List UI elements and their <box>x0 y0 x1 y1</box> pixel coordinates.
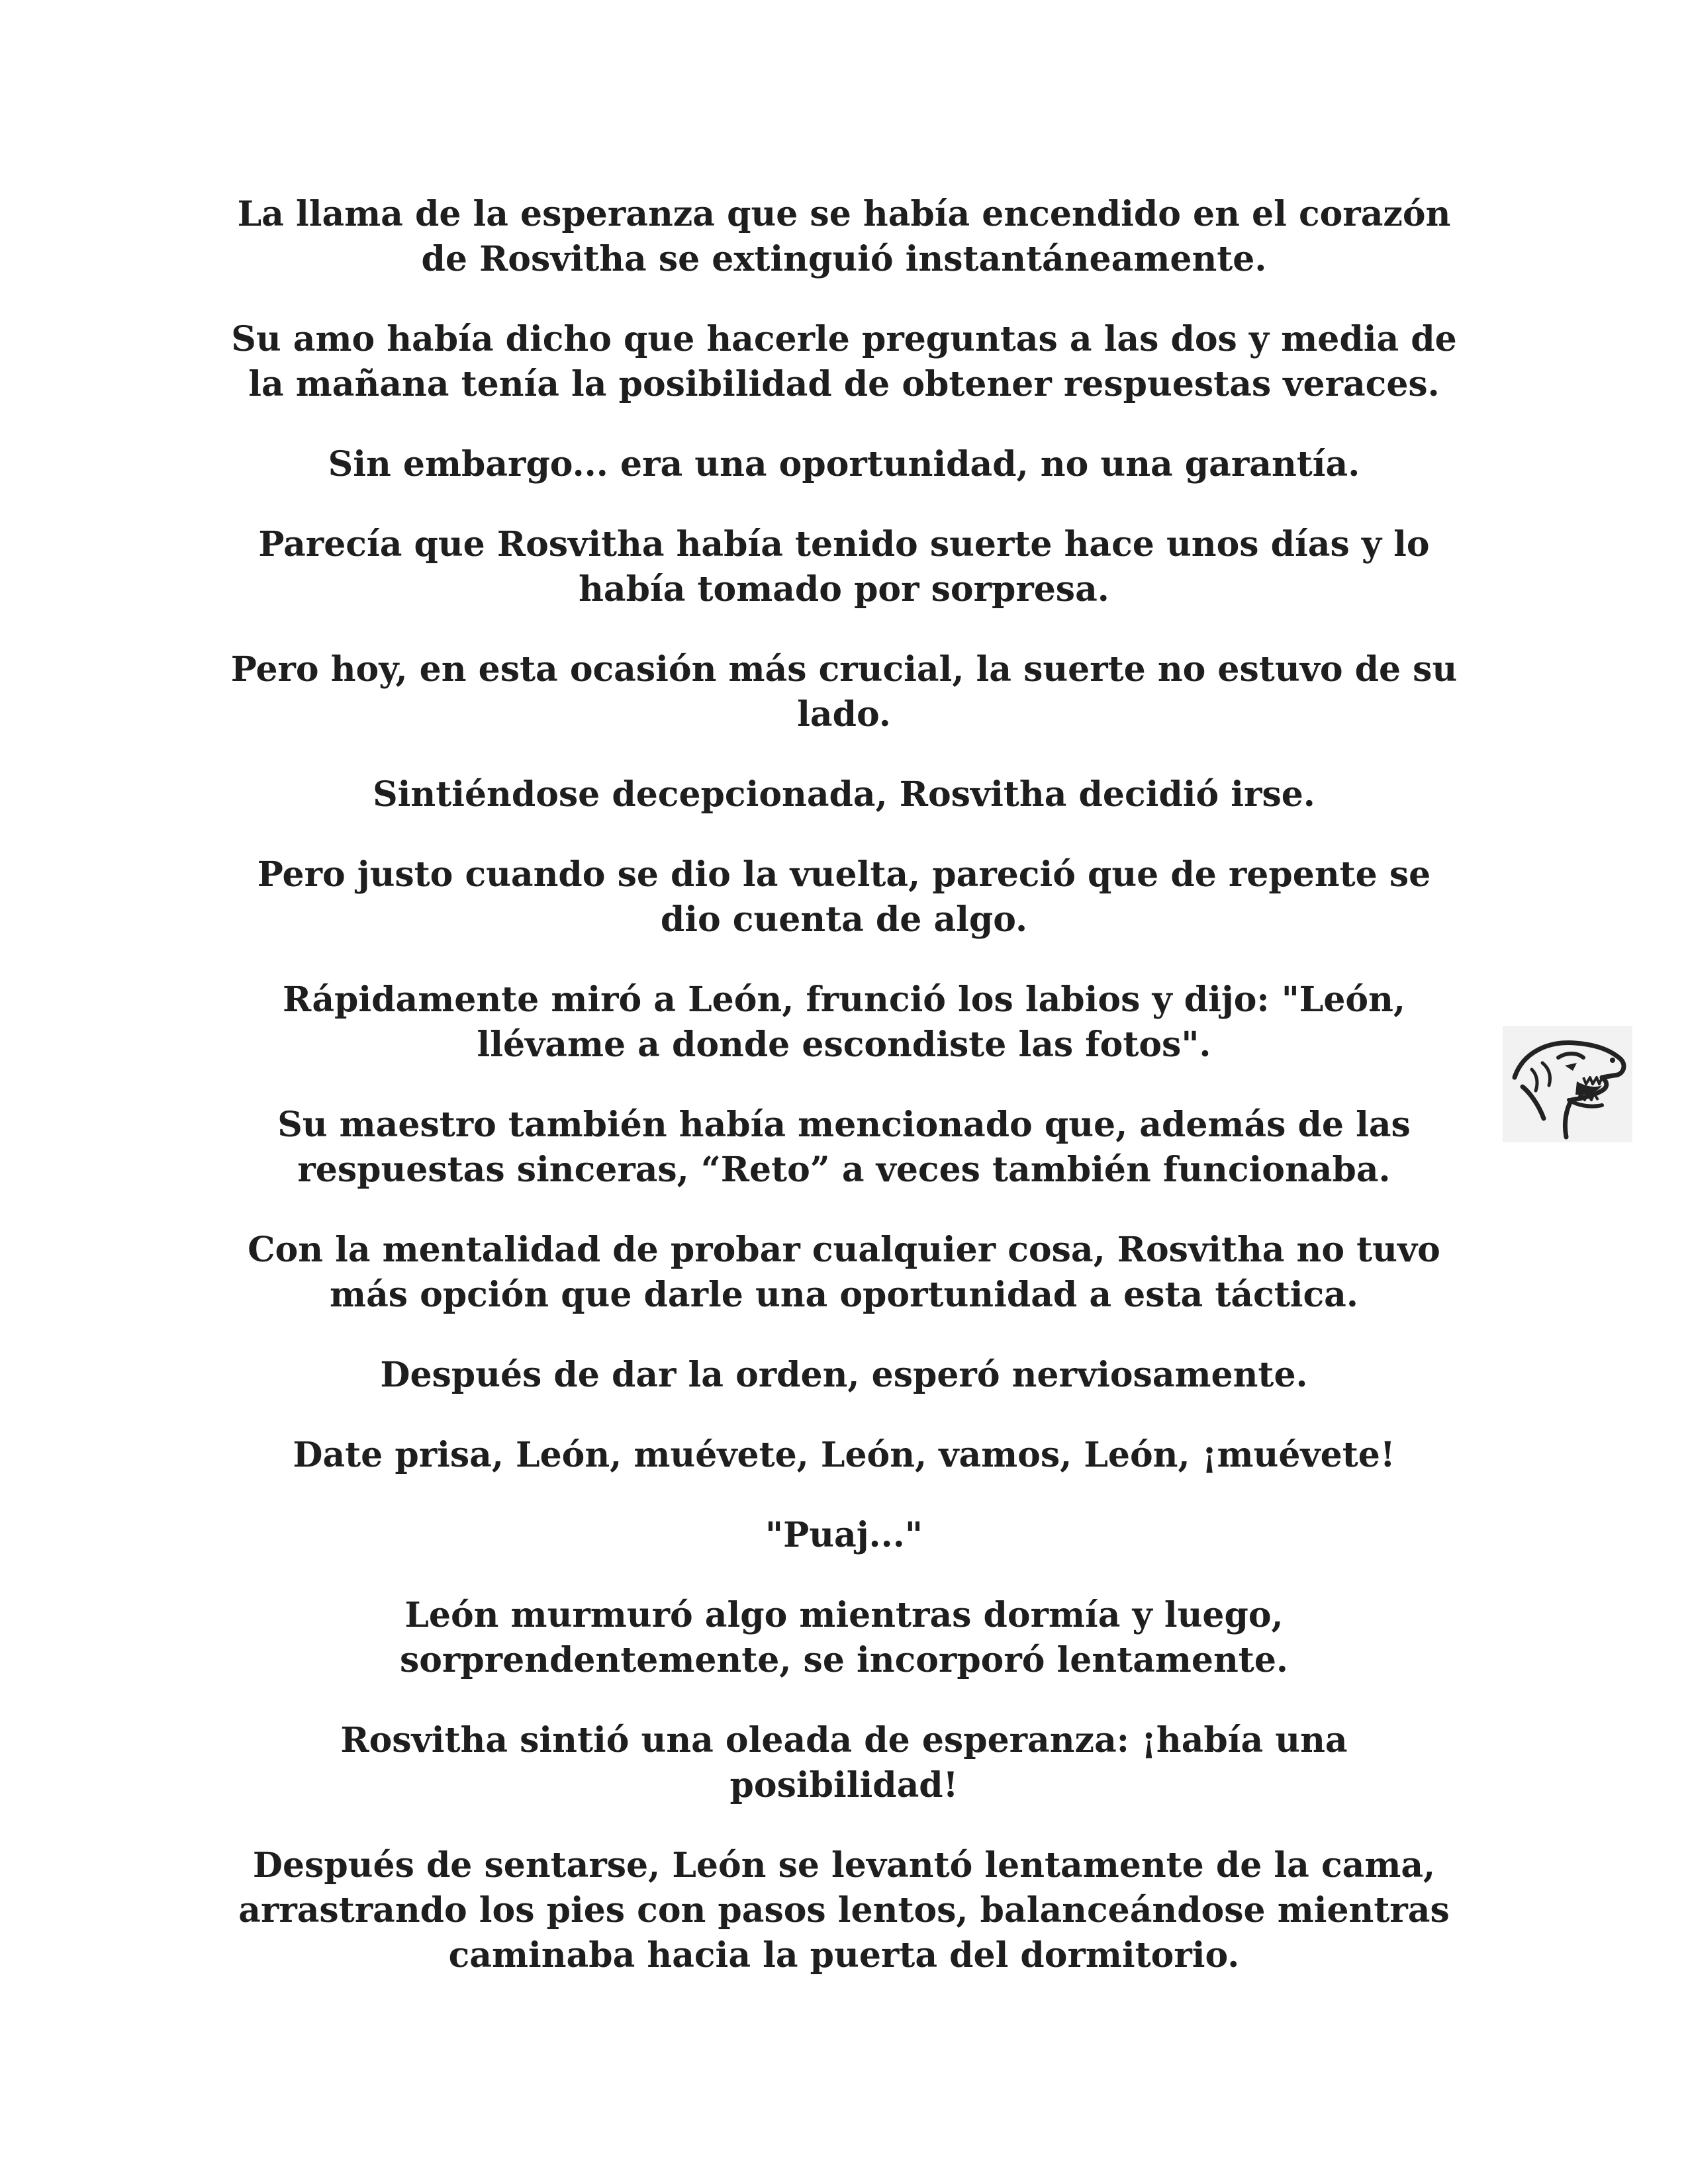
paragraph: "Puaj..." <box>765 1515 923 1555</box>
paragraph: Después de sentarse, León se levantó lentamente de la cama, arrastrando los pies con pasos lentos, balanceándose mientras caminaba hacia la puerta del dormitorio. <box>238 1845 1450 1976</box>
paragraph: Con la mentalidad de probar cualquier cosa, Rosvitha no tuvo más opción que darle una oportunidad a esta táctica. <box>248 1230 1440 1315</box>
paragraph: Sintiéndose decepcionada, Rosvitha decidió irse. <box>373 774 1315 815</box>
paragraph: León murmuró algo mientras dormía y luego, sorprendentemente, se incorporó lentamente. <box>399 1595 1289 1680</box>
paragraph: La llama de la esperanza que se había encendido en el corazón de Rosvitha se extinguió instantáneamente. <box>237 194 1451 279</box>
paragraph: Rosvitha sintió una oleada de esperanza: ¡había una posibilidad! <box>340 1720 1348 1805</box>
story-text <box>225 192 1463 2013</box>
dinosaur-head-icon <box>1503 1026 1632 1142</box>
paragraph: Su maestro también había mencionado que, además de las respuestas sinceras, “Reto” a veces también funcionaba. <box>277 1105 1411 1190</box>
paragraph: Pero justo cuando se dio la vuelta, pareció que de repente se dio cuenta de algo. <box>257 854 1431 940</box>
paragraph: Después de dar la orden, esperó nerviosamente. <box>380 1355 1308 1395</box>
paragraph: Rápidamente miró a León, frunció los labios y dijo: "León, llévame a donde escondiste las fotos". <box>282 979 1406 1065</box>
paragraph: Parecía que Rosvitha había tenido suerte hace unos días y lo había tomado por sorpresa. <box>258 524 1430 610</box>
paragraph: Sin embargo... era una oportunidad, no una garantía. <box>328 444 1360 484</box>
paragraph: Pero hoy, en esta ocasión más crucial, la suerte no estuvo de su lado. <box>230 649 1458 735</box>
paragraph: Su amo había dicho que hacerle preguntas a las dos y media de la mañana tenía la posibilidad de obtener respuestas veraces. <box>231 319 1457 404</box>
paragraph: Date prisa, León, muévete, León, vamos, León, ¡muévete! <box>293 1435 1395 1475</box>
